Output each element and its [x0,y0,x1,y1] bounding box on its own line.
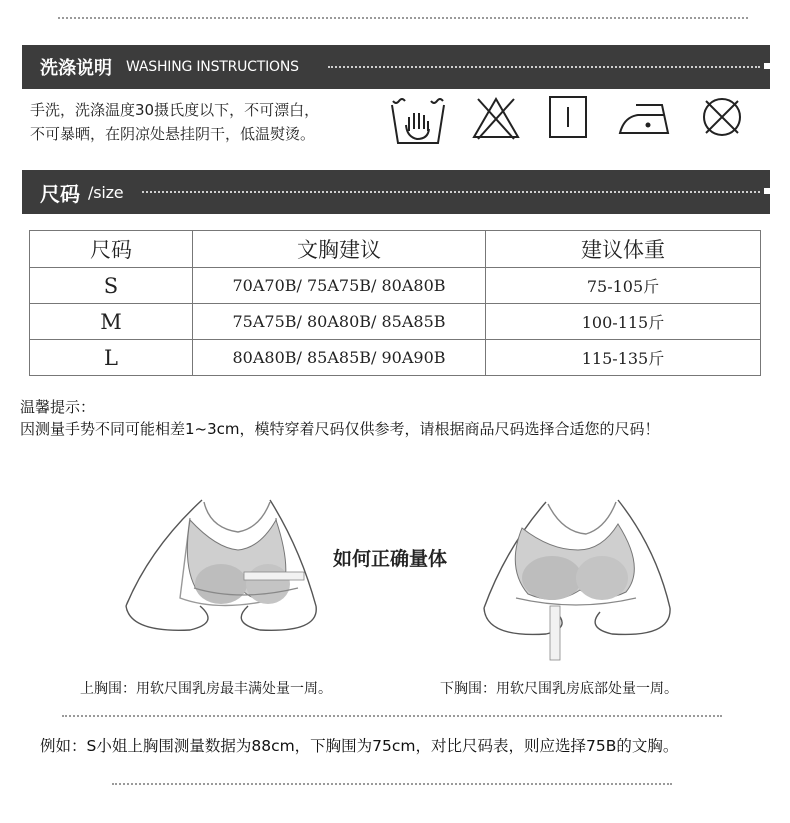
no-bleach-icon [470,95,522,143]
washing-header-bar [22,45,770,89]
upper-bust-illustration [120,488,330,648]
upper-bust-caption: 上胸围：用软尺围乳房最丰满处量一周。 [80,681,332,697]
washing-line-1: 手洗，洗涤温度30摄氏度以下，不可漂白， [30,101,320,119]
cell-size: L [30,340,193,376]
tip-title: 温馨提示： [20,398,96,416]
low-iron-icon [618,95,676,139]
size-table-header [30,231,761,268]
top-divider [58,17,748,19]
header-size: 尺码 [30,231,193,268]
cell-weight: 100-115斤 [486,304,761,340]
size-bar-dots [142,191,760,193]
header-bra: 文胸建议 [193,231,486,268]
tip-text: 因测量手势不同可能相差1~3cm，模特穿着尺码仅供参考，请根据商品尺码选择合适您的尺码！ [20,420,660,438]
lower-bust-caption: 下胸围：用软尺围乳房底部处量一周。 [440,681,678,697]
size-title-cn: 尺码 [40,182,80,206]
washing-title-en: WASHING INSTRUCTIONS [126,59,299,75]
cell-size: S [30,268,193,304]
size-header-bar [22,170,770,214]
no-dry-clean-icon [700,95,744,139]
cell-bra: 70A70B/ 75A75B/ 80A80B [193,268,486,304]
size-bar-square [764,188,770,194]
size-title-en: /size [88,183,124,202]
washing-title-cn: 洗涤说明 [40,58,112,79]
table-row [30,304,761,340]
header-weight: 建议体重 [486,231,761,268]
table-row [30,268,761,304]
washing-line-2: 不可暴晒，在阴凉处悬挂阴干，低温熨烫。 [30,125,316,143]
lower-bust-illustration [476,488,676,664]
table-row [30,340,761,376]
cell-size: M [30,304,193,340]
washing-bar-square [764,63,770,69]
cell-weight: 75-105斤 [486,268,761,304]
washing-text [30,98,319,146]
hand-wash-30-icon [390,95,446,147]
bottom-divider [112,783,672,785]
size-table [29,230,761,376]
cell-bra: 80A80B/ 85A85B/ 90A90B [193,340,486,376]
cell-bra: 75A75B/ 80A80B/ 85A85B [193,304,486,340]
cell-weight: 115-135斤 [486,340,761,376]
hang-dry-icon [548,95,588,139]
measure-title: 如何正确量体 [333,548,448,570]
washing-bar-dots [328,66,760,68]
example-text: 例如：S小姐上胸围测量数据为88cm，下胸围为75cm，对比尺码表，则应选择75B的文胸。 [40,737,679,755]
mid-divider [62,715,722,717]
